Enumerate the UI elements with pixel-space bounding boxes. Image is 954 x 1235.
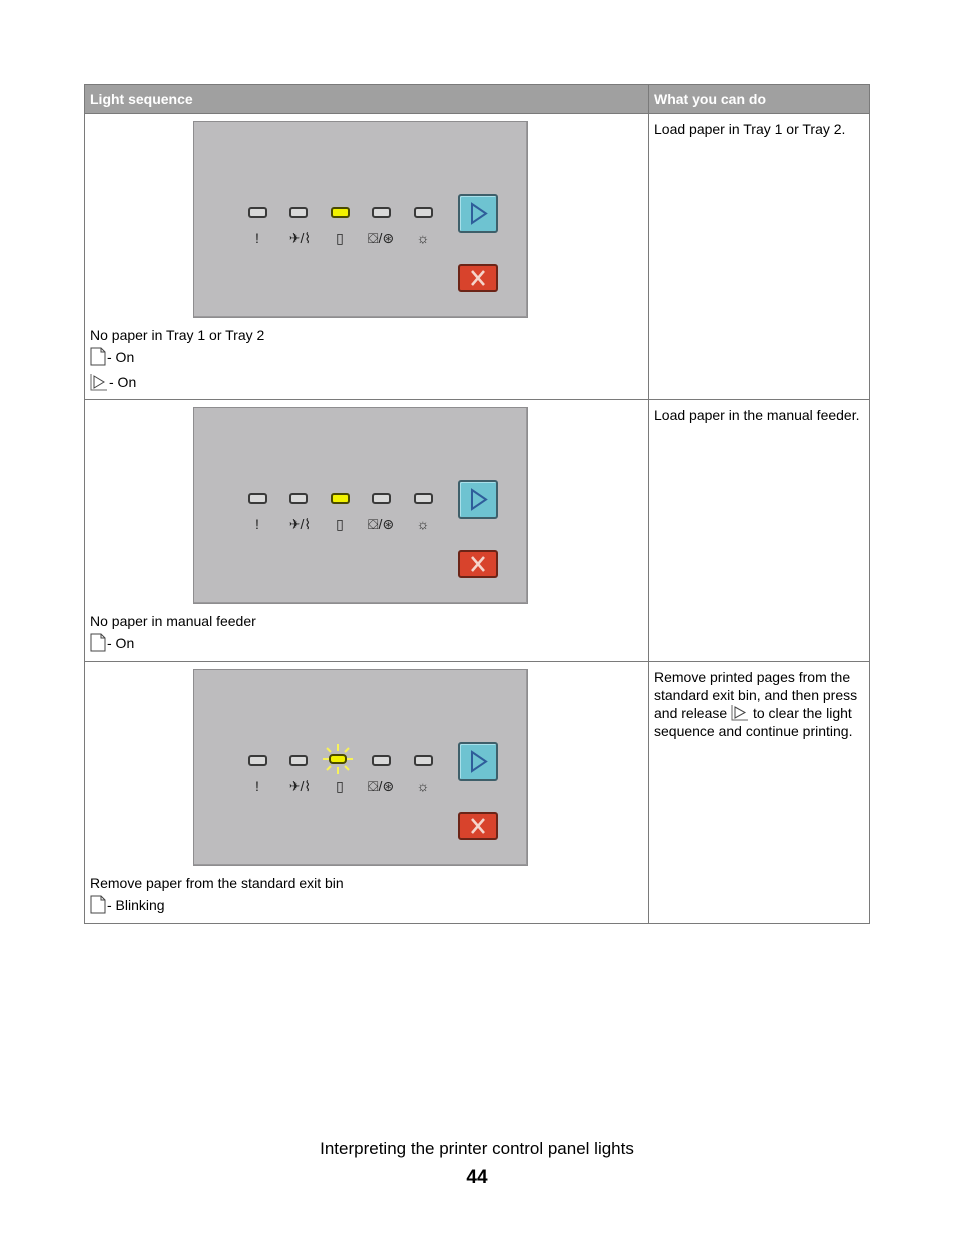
paper-jam-light: [289, 493, 308, 504]
toner-light: [372, 493, 391, 504]
condition-description: Remove paper from the standard exit bin: [90, 875, 344, 891]
status-line: [85, 344, 648, 369]
action-text: Load paper in Tray 1 or Tray 2.: [654, 121, 846, 137]
header-what-you-can-do: What you can do: [649, 85, 870, 114]
toner-light: [372, 207, 391, 218]
stop-button-icon: [458, 550, 498, 578]
stop-button-icon: [458, 812, 498, 840]
status-text: - Blinking: [107, 896, 165, 913]
ready-icon: ☼: [416, 516, 430, 532]
action-text: [649, 662, 869, 740]
continue-icon: [90, 373, 108, 391]
continue-button-icon: [458, 480, 498, 519]
attention-icon: !: [255, 516, 259, 532]
status-text: - On: [109, 373, 137, 390]
ready-icon: ☼: [416, 778, 430, 794]
control-panel: [193, 669, 528, 866]
ready-light: [414, 755, 433, 766]
table-header-row: [85, 85, 870, 114]
light-sequence-table: [84, 84, 870, 924]
continue-icon: [731, 704, 749, 721]
toner-light: [372, 755, 391, 766]
paper-jam-icon: ✈/⌇: [288, 778, 312, 794]
header-light-sequence: Light sequence: [85, 85, 649, 114]
attention-light: [248, 207, 267, 218]
action-text: Load paper in the manual feeder.: [654, 407, 860, 423]
load-paper-icon: [90, 895, 106, 914]
table-row: [85, 662, 870, 924]
action-cell: [649, 114, 870, 400]
attention-light: [248, 755, 267, 766]
ready-icon: ☼: [416, 230, 430, 246]
condition-description: No paper in Tray 1 or Tray 2: [90, 327, 265, 343]
light-sequence-cell: [85, 662, 649, 924]
table-row: [85, 114, 870, 400]
status-line: [85, 630, 648, 655]
light-sequence-cell: [85, 114, 649, 400]
continue-button-icon: [458, 742, 498, 781]
continue-button-icon: [458, 194, 498, 233]
load-paper-light: [331, 207, 350, 218]
toner-drum-icon: ⛋/⊛: [367, 778, 395, 794]
action-text-part2: to clear the light sequence and continue printing.: [654, 705, 853, 739]
paper-jam-icon: ✈/⌇: [288, 516, 312, 532]
page-number: 44: [466, 1167, 488, 1188]
action-cell: [649, 662, 870, 924]
status-line: [85, 892, 648, 917]
control-panel: [193, 407, 528, 604]
stop-button-icon: [458, 264, 498, 292]
load-paper-icon: [90, 347, 106, 366]
footer-title: Interpreting the printer control panel lights: [320, 1139, 634, 1158]
load-paper-icon: ▯: [336, 778, 344, 794]
paper-jam-icon: ✈/⌇: [288, 230, 312, 246]
attention-icon: !: [255, 230, 259, 246]
table-row: [85, 400, 870, 662]
ready-light: [414, 207, 433, 218]
paper-jam-light: [289, 207, 308, 218]
ready-light: [414, 493, 433, 504]
load-paper-light: [331, 493, 350, 504]
load-paper-icon: ▯: [336, 230, 344, 246]
load-paper-icon: [90, 633, 106, 652]
condition-description: No paper in manual feeder: [90, 613, 256, 629]
status-text: - On: [107, 634, 135, 651]
status-text: - On: [107, 348, 135, 365]
load-paper-icon: ▯: [336, 516, 344, 532]
status-line: [85, 369, 648, 394]
control-panel: [193, 121, 528, 318]
attention-icon: !: [255, 778, 259, 794]
action-text-part1: Remove printed pages from the standard exit bin, and then press and release: [654, 669, 858, 721]
action-cell: [649, 400, 870, 662]
light-sequence-cell: [85, 400, 649, 662]
paper-jam-light: [289, 755, 308, 766]
blinking-light-icon: [321, 742, 355, 776]
attention-light: [248, 493, 267, 504]
toner-drum-icon: ⛋/⊛: [367, 230, 395, 246]
toner-drum-icon: ⛋/⊛: [367, 516, 395, 532]
